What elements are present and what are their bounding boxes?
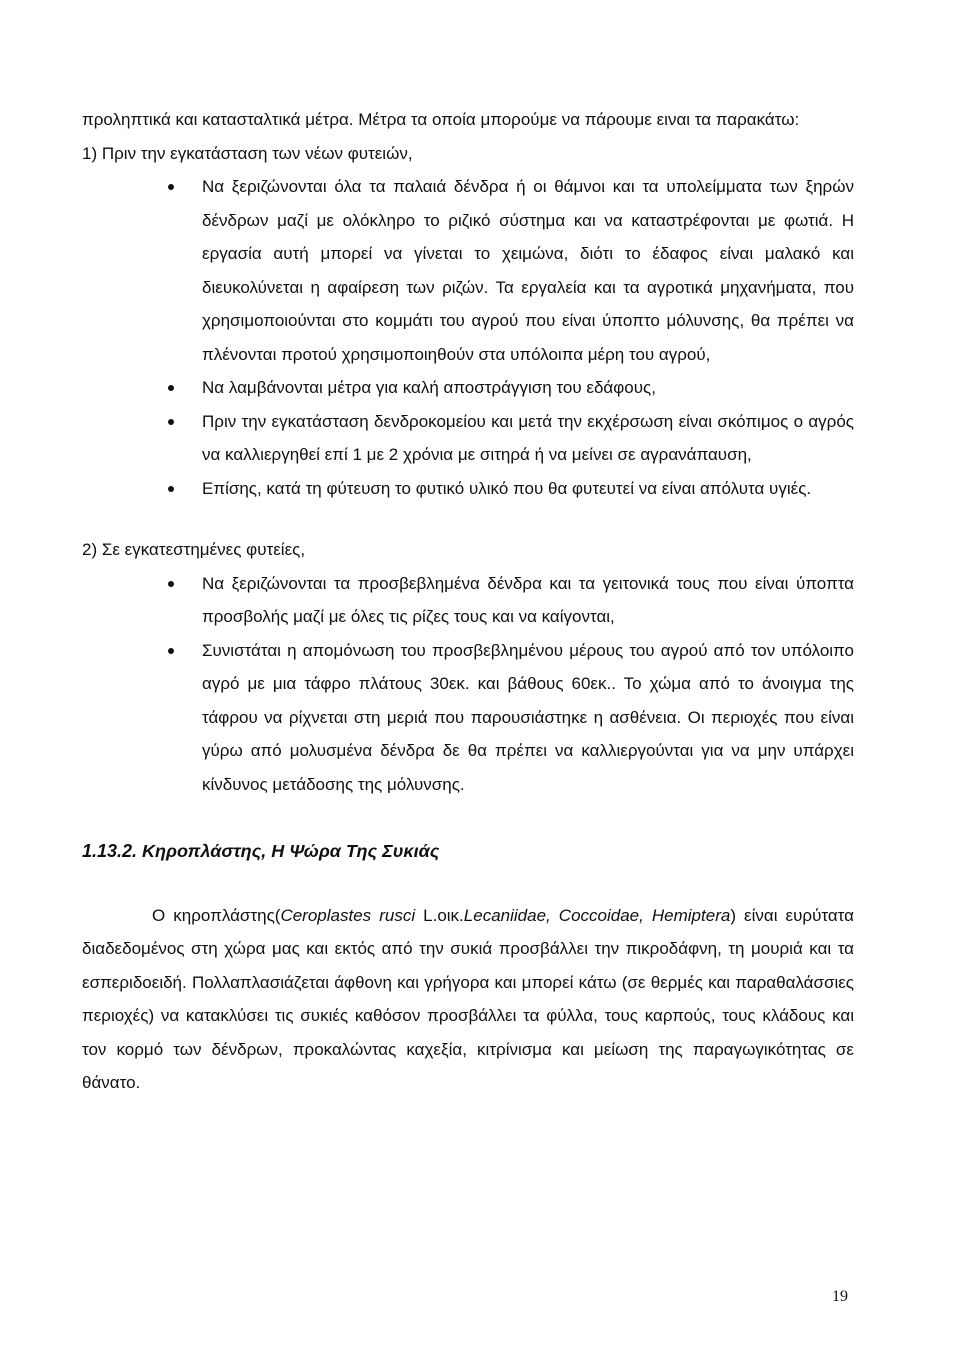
list-item [82,472,854,506]
ceroplastes-paragraph [82,899,854,1100]
scientific-name: Ceroplastes rusci [280,905,416,925]
list-item-text: Να λαμβάνονται μέτρα για καλή αποστράγγιση του εδάφους, [202,378,656,397]
section1-list [82,170,854,505]
scientific-name: Lecaniidae, Coccoidae, Hemiptera [463,905,731,925]
list-item-text: Να ξεριζώνονται όλα τα παλαιά δένδρα ή οι θάμνοι και τα υπολείμματα των ξηρών δένδρων μαζί με ολόκληρο το ριζικό σύστημα και να καταστρέφονται με φωτιά. Η εργασία αυτή μπορεί να γίνεται το χειμώνα, διότι το έδαφος είναι μαλακό και διευκολύνεται η αφαίρεση των ριζών. Τα εργαλεία και τα αγροτικά μηχανήματα, που χρησιμοποιούνται στο κομμάτι του αγρού που είναι ύποπτο μόλυνσης, θα πρέπει να πλένονται προτού χρησιμοποιηθούν στα υπόλοιπα μέρη του αγρού, [202,177,854,364]
paragraph-text: ) είναι ευρύτατα διαδεδομένος στη χώρα μας και εκτός από την συκιά προσβάλλει την πικροδάφνη, τη μουριά και τα εσπεριδοειδή. Πολλαπλασιάζεται άφθονη και γρήγορα και μπορεί κάτω (σε θερμές και παραθαλάσσιες περιοχές) να κατακλύσει τις συκιές καθόσον προσβάλλει τα φύλλα, τους καρπούς, τους κλάδους και τον κορμό των δένδρων, προκαλώντας καχεξία, κιτρίνισμα και μείωση της παραγωγικότητας σε θάνατο. [82,905,854,1092]
list-item-text: Συνιστάται η απομόνωση του προσβεβλημένου μέρους του αγρού από τον υπόλοιπο αγρό με μια τάφρο πλάτους 30εκ. και βάθους 60εκ.. Το χώμα από το άνοιγμα της τάφρου να ρίχνεται στη μεριά που παρουσιάστηκε η ασθένεια. Οι περιοχές που είναι γύρω από μολυσμένα δένδρα δε θα πρέπει να καλλιεργούνται για να μην υπάρχει κίνδυνος μετάδοσης της μόλυνσης. [202,640,854,794]
bullet-icon [168,184,174,190]
section1-heading: 1) Πριν την εγκατάσταση των νέων φυτειών, [82,143,413,163]
list-item-text: Να ξεριζώνονται τα προσβεβλημένα δένδρα και τα γειτονικά τους που είναι ύποπτα προσβολής μαζί με όλες τις ρίζες τους και να καίγονται, [202,573,854,626]
bullet-icon [168,419,174,425]
list-item [82,170,854,371]
paragraph-text: Ο κηροπλάστης( [152,905,281,925]
intro-paragraph: προληπτικά και κατασταλτικά μέτρα. Μέτρα τα οποία μπορούμε να πάρουμε ειναι τα παρακάτω: [82,110,800,129]
list-item-text: Πριν την εγκατάσταση δενδροκομείου και μετά την εκχέρσωση είναι σκόπιμος ο αγρός να καλλιεργηθεί επί 1 με 2 χρόνια με σιτηρά ή να μείνει σε αγρανάπαυση, [202,411,854,464]
section2-heading: 2) Σε εγκατεστημένες φυτείες, [82,540,306,559]
bullet-icon [168,385,174,391]
page-number: 19 [832,1288,848,1305]
list-item [82,405,854,472]
paragraph-text: L.οικ. [415,905,464,925]
bullet-icon [168,486,174,492]
list-item-text: Επίσης, κατά τη φύτευση το φυτικό υλικό που θα φυτευτεί να είναι απόλυτα υγιές. [202,478,812,498]
list-item [82,371,854,405]
bullet-icon [168,581,174,587]
list-item [82,634,854,802]
document-body [82,103,854,1100]
section-heading: 1.13.2. Κηροπλάστης, Η Ψώρα Της Συκιάς [82,841,440,861]
section2-list [82,567,854,802]
bullet-icon [168,648,174,654]
list-item [82,567,854,634]
